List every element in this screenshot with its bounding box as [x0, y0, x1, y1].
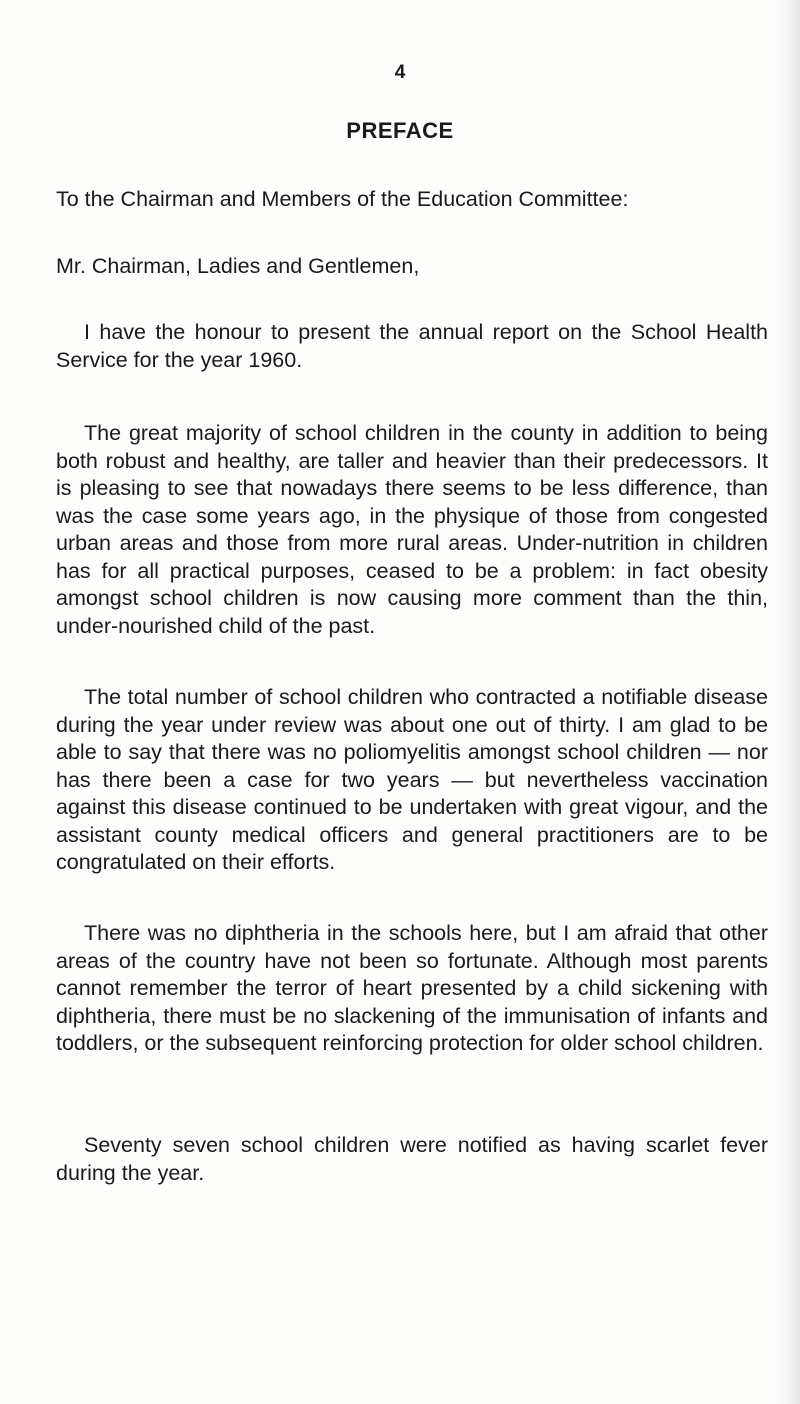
salutation-greeting: Mr. Chairman, Ladies and Gentlemen,: [56, 254, 420, 278]
paragraph-physique: The great majority of school children in the county in addition to being both robust and healthy, are taller and heavier than their predecessors. It is pleasing to see that nowadays there seems to be less difference, than was the case some years ago, in the physique of those from congested urban areas and those from more rural areas. Under-nutrition in children has for all practical purposes, ceased to be a problem: in fact obesity amongst school children is now causing more comment than the thin, under-nourished child of the past.: [56, 421, 768, 638]
paragraph-diphtheria: There was no diphtheria in the schools here, but I am afraid that other areas of the country have not been so fortunate. Although most parents cannot remember the terror of heart presented by a child sickening with diphtheria, there must be no slackening of the immunisation of infants and toddlers, or the subsequent reinforcing protection for older school children.: [56, 921, 768, 1055]
paragraph-introduction: I have the honour to present the annual report on the School Health Service for the year 1960.: [56, 320, 768, 372]
page-number: 4: [394, 62, 406, 83]
page-edge-shadow: [778, 0, 800, 1404]
paragraph-scarlet-fever: Seventy seven school children were notified as having scarlet fever during the year.: [56, 1133, 768, 1185]
salutation-addressee: To the Chairman and Members of the Education Committee:: [56, 187, 629, 211]
page-title: PREFACE: [346, 118, 454, 143]
paragraph-notifiable-disease: The total number of school children who contracted a notifiable disease during the year under review was about one out of thirty. I am glad to be able to say that there was no poliomyelitis amongst school children — nor has there been a case for two years — but nevertheless vaccination against this disease continued to be undertaken with great vigour, and the assistant county medical officers and general practitioners are to be congratulated on their efforts.: [56, 685, 768, 874]
